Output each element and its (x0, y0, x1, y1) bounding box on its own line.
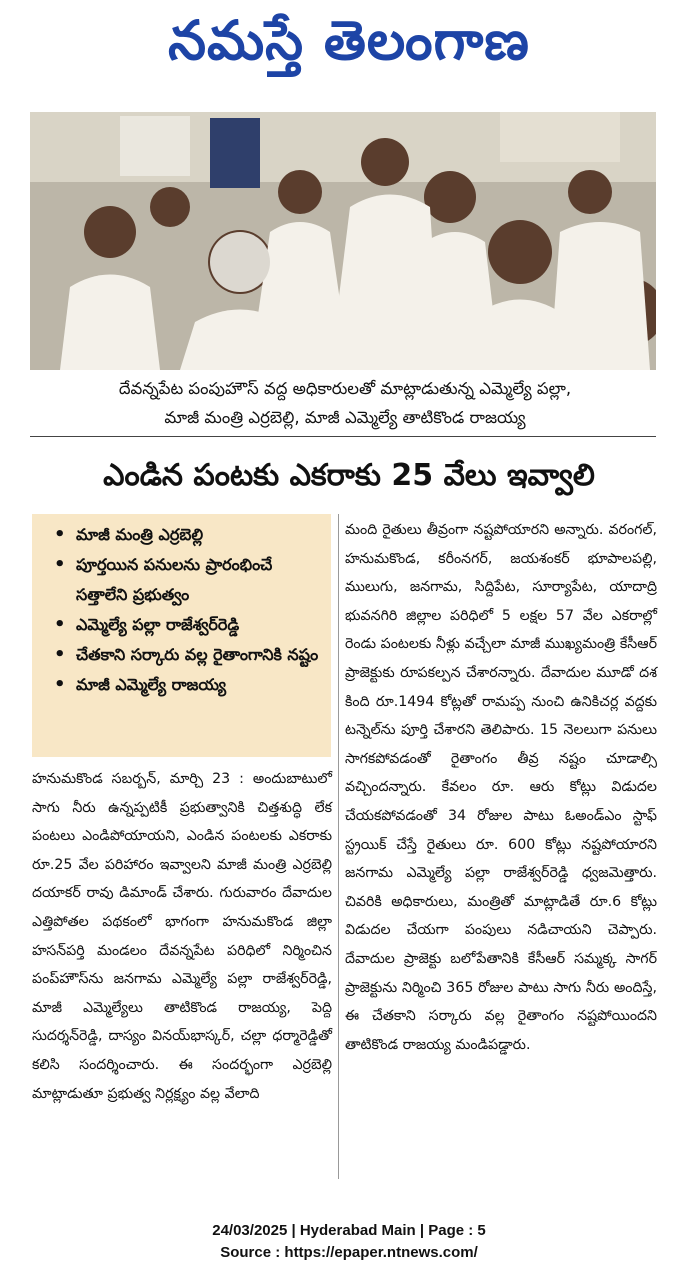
caption-line-2: మాజీ మంత్రి ఎర్రబెల్లి, మాజీ ఎమ్మెల్యే తాటికొండ రాజయ్య (164, 408, 526, 427)
article-column-left (32, 765, 332, 1108)
footer-source: Source : https://epaper.ntnews.com/ (220, 1244, 478, 1261)
highlight-item: • మాజీ ఎమ్మెల్యే రాజయ్య (52, 670, 325, 700)
column-divider (338, 514, 339, 1179)
highlights-box (32, 514, 331, 757)
caption-rule (30, 436, 656, 437)
headline: ఎండిన పంటకు ఎకరాకు 25 వేలు ఇవ్వాలి (103, 458, 595, 493)
photo-caption (40, 374, 650, 432)
article-text-right: మంది రైతులు తీవ్రంగా నష్టపోయారని అన్నారు. వరంగల్‌, హనుమకొండ, కరీంనగర్‌, జయశంకర్‌ భూపాలపల్లి, ములుగు, జనగామ, సిద్దిపేట, సూర్యాపేట, యాదాద్రి భువనగిరి జిల్లాల పరిధిలో 5 లక్షల 57 వేల ఎకరాల్లో రెండు పంటలకు నీళ్లు వచ్చేలా మాజీ ముఖ్యమంత్రి కేసీఆర్‌ ప్రాజెక్టుకు రూపకల్పన చేశారన్నారు. దేవాదుల మూడో దశ కింది రూ.1494 కోట్లతో రామప్ప నుంచి ఉనికిచర్ల వద్దకు టన్నెల్‌ను పూర్తి చేశారని తెలిపారు. 15 నెలలుగా పనులు సాగకపోవడంతో రైతాంగం తీవ్ర నష్టం చూడాల్సి వచ్చిందన్నారు. కేవలం రూ. ఆరు కోట్లు విడుదల చేయకపోవడంతో 34 రోజుల పాటు ఓఅండ్‌ఎం స్టాఫ్‌ స్ట్రయిక్‌ చేస్తే రైతులు రూ. 600 కోట్లు నష్టపోయారని జనగామ ఎమ్మెల్యే పల్లా రాజేశ్వర్‌రెడ్డి ధ్వజమెత్తారు. చివరికి అధికారులు, మంత్రితో మాట్లాడితే రూ.6 కోట్లు విడుదల చేయగా పంపులు నడిచాయని చెప్పారు. దేవాదుల ప్రాజెక్టు బలోపేతానికి కేసీఆర్‌ సమ్మక్క సాగర్‌ ప్రాజెక్టును నిర్మించి 365 రోజుల పాటు సాగు నీరు అందిస్తే, ఈ చేతకాని సర్కారు వల్ల రైతాంగం నష్టపోయిందని తాటికొండ రాజయ్య మండిపడ్డారు. (345, 522, 657, 1053)
article-text-left: హనుమకొండ సబర్బన్‌, మార్చి 23 : అందుబాటులో సాగు నీరు ఉన్నప్పటికీ ప్రభుత్వానికి చిత్తశుద్ధి లేక పంటలు ఎండిపోయాయని, ఎండిన పంటలకు ఎకరాకు రూ.25 వేల పరిహారం ఇవ్వాలని మాజీ మంత్రి ఎర్రబెల్లి దయాకర్‌ రావు డిమాండ్‌ చేశారు. గురువారం దేవాదుల ఎత్తిపోతల పథకంలో భాగంగా హనుమకొండ జిల్లా హసన్‌పర్తి మండలం దేవన్నపేట పరిధిలో నిర్మించిన పంప్‌హౌస్‌ను జనగామ ఎమ్మెల్యే పల్లా రాజేశ్వర్‌రెడ్డి, మాజీ ఎమ్మెల్యేలు తాటికొండ రాజయ్య, పెద్ది సుదర్శన్‌రెడ్డి, దాస్యం వినయ్‌భాస్కర్‌, చల్లా ధర్మారెడ్డితో కలిసి సందర్శించారు. ఈ సందర్భంగా ఎర్రబెల్లి మాట్లాడుతూ ప్రభుత్వ నిర్లక్ష్యం వల్ల వేలాది (32, 771, 332, 1102)
highlight-item: • మాజీ మంత్రి ఎర్రబెల్లి (52, 520, 325, 550)
masthead-title: నమస్తే తెలంగాణ (168, 9, 530, 72)
news-photo (30, 112, 656, 370)
highlight-item: • చేతకాని సర్కారు వల్ల రైతాంగానికి నష్టం (52, 640, 325, 670)
article-column-right (345, 516, 657, 1059)
caption-line-1: దేవన్నపేట పంపుహౌస్‌ వద్ద అధికారులతో మాట్లాడుతున్న ఎమ్మెల్యే పల్లా, (118, 379, 572, 398)
page-footer (0, 1220, 698, 1264)
highlight-item: • ఎమ్మెల్యే పల్లా రాజేశ్వర్‌రెడ్డి (52, 610, 325, 640)
highlight-item: • పూర్తయిన పనులను ప్రారంభించే సత్తాలేని ప్రభుత్వం (52, 550, 325, 610)
footer-edition-info: 24/03/2025 | Hyderabad Main | Page : 5 (212, 1222, 486, 1239)
